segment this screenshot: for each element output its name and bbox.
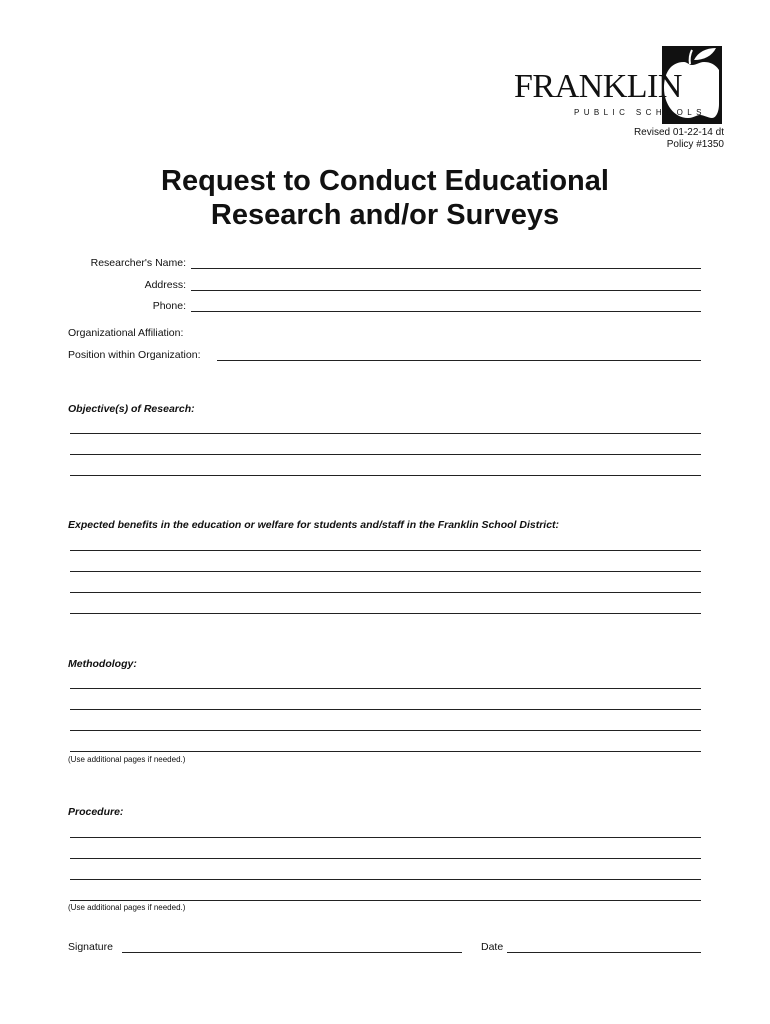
- logo-name: FRANKLIN: [514, 68, 682, 105]
- phone-label: Phone:: [152, 300, 186, 312]
- methodology-heading: Methodology:: [68, 658, 137, 670]
- signature-field[interactable]: [122, 952, 462, 953]
- benefits-line[interactable]: [70, 571, 701, 572]
- benefits-line[interactable]: [70, 550, 701, 551]
- methodology-line[interactable]: [70, 709, 701, 710]
- researcher-name-label: Researcher's Name:: [90, 257, 186, 269]
- objectives-line[interactable]: [70, 475, 701, 476]
- address-field[interactable]: [191, 290, 701, 291]
- methodology-note: (Use additional pages if needed.): [68, 755, 186, 764]
- date-label: Date: [481, 941, 504, 953]
- logo-subtitle: PUBLIC SCHOOLS: [574, 108, 706, 117]
- procedure-line[interactable]: [70, 900, 701, 901]
- franklin-logo: [512, 44, 722, 124]
- title-line-1: Request to Conduct Educational: [161, 165, 609, 197]
- address-label: Address:: [144, 279, 186, 291]
- policy-number: Policy #1350: [666, 139, 724, 150]
- revision-info: [634, 127, 724, 151]
- researcher-name-field[interactable]: [191, 268, 701, 269]
- benefits-line[interactable]: [70, 613, 701, 614]
- signature-label: Signature: [68, 941, 113, 953]
- title-line-2: Research and/or Surveys: [210, 199, 560, 231]
- position-field[interactable]: [217, 360, 701, 361]
- procedure-line[interactable]: [70, 837, 701, 838]
- revised-date: Revised 01-22-14 dt: [633, 127, 724, 138]
- phone-field[interactable]: [191, 311, 701, 312]
- objectives-heading: Objective(s) of Research:: [68, 403, 195, 415]
- objectives-line[interactable]: [70, 433, 701, 434]
- procedure-line[interactable]: [70, 879, 701, 880]
- page-title: [0, 164, 770, 232]
- objectives-line[interactable]: [70, 454, 701, 455]
- methodology-line[interactable]: [70, 751, 701, 752]
- position-label: Position within Organization:: [68, 349, 201, 361]
- benefits-line[interactable]: [70, 592, 701, 593]
- procedure-line[interactable]: [70, 858, 701, 859]
- methodology-line[interactable]: [70, 730, 701, 731]
- date-field[interactable]: [507, 952, 701, 953]
- procedure-note: (Use additional pages if needed.): [68, 903, 186, 912]
- benefits-heading: Expected benefits in the education or welfare for students and/staff in the Franklin School District:: [68, 519, 560, 531]
- procedure-heading: Procedure:: [68, 806, 124, 818]
- methodology-line[interactable]: [70, 688, 701, 689]
- affiliation-label: Organizational Affiliation:: [68, 327, 184, 339]
